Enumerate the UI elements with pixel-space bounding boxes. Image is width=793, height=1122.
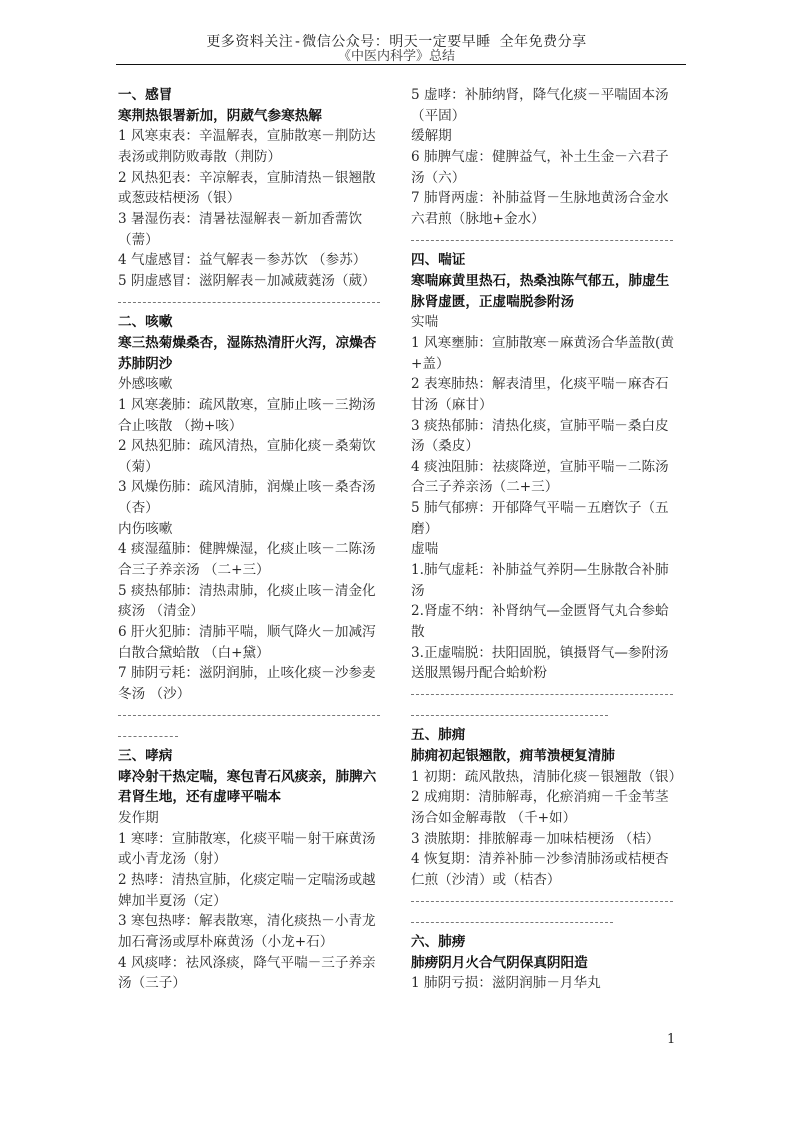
dashed-divider — [411, 684, 681, 705]
text-line: 送服黑锡丹配合蛤蚧粉 — [411, 665, 547, 682]
text-line: 6 肝火犯肺：清肺平喘，顺气降火－加减泻 — [118, 624, 376, 641]
page-number: 1 — [667, 1032, 676, 1047]
text-line: 发作期 — [118, 809, 159, 826]
text-line: 汤（桑皮） — [411, 438, 479, 455]
text-line: 合三子养亲汤 （二+三） — [118, 562, 270, 579]
mnemonic-line: 脉肾虚匮，正虚喘脱参附汤 — [411, 293, 575, 310]
text-line: 4 气虚感冒：益气解表－参苏饮 （参苏） — [118, 252, 367, 269]
text-line: 2 成痈期：清肺解毒，化瘀消痈－千金苇茎 — [411, 789, 669, 806]
text-line: 4 恢复期：清养补肺－沙参清肺汤或桔梗杏 — [411, 851, 669, 868]
dashed-divider — [118, 292, 388, 313]
section-heading: 三、哮病 — [118, 748, 173, 764]
text-line: 磨） — [411, 520, 439, 537]
dashed-divider — [118, 725, 388, 746]
text-line: 4 痰浊阻肺：祛痰降逆，宣肺平喘－二陈汤 — [411, 458, 669, 475]
section-heading: 六、肺痨 — [411, 933, 466, 950]
text-line: 1 风寒束表：辛温解表，宣肺散寒－荆防达 — [118, 128, 376, 145]
text-line: （菊） — [118, 458, 159, 475]
text-line: 或葱豉桔梗汤（银） — [118, 190, 241, 207]
text-line: 汤（三子） — [118, 975, 186, 992]
right-column — [411, 85, 681, 994]
text-line: 散 — [411, 624, 425, 641]
text-line: 4 风痰哮：祛风涤痰，降气平喘－三子养亲 — [118, 954, 376, 971]
section-heading: 四、喘证 — [411, 252, 466, 269]
text-line: 5 痰热郁肺：清热肃肺，化痰止咳－清金化 — [118, 582, 376, 599]
text-line: 1.肺气虚耗：补肺益气养阴—生脉散合补肺 — [411, 562, 669, 579]
dashed-divider — [118, 705, 388, 726]
text-line: 合三子养亲汤（二+三） — [411, 479, 559, 496]
text-line: 7 肺阴亏耗：滋阴润肺，止咳化痰－沙参麦 — [118, 665, 376, 682]
text-line: 6 肺脾气虚：健脾益气，补土生金－六君子 — [411, 148, 669, 165]
text-line: 甘汤（麻甘） — [411, 396, 493, 413]
text-line: 汤合如金解毒散 （千+如） — [411, 809, 577, 826]
text-line: +盖） — [411, 355, 450, 372]
header-banner: 更多资料关注-微信公众号：明天一定要早睡 全年免费分享 — [206, 34, 587, 50]
text-line: 汤 — [411, 582, 425, 599]
text-line: 1 肺阴亏损：滋阴润肺－月华丸 — [411, 975, 601, 992]
text-line: 加石膏汤或厚朴麻黄汤（小龙+石） — [118, 933, 334, 950]
mnemonic-line: 苏肺阴沙 — [118, 355, 173, 372]
text-line: 1 寒哮：宣肺散寒，化痰平喘－射干麻黄汤 — [118, 830, 376, 847]
section-heading: 一、感冒 — [118, 87, 173, 103]
text-line: 虚喘 — [411, 541, 439, 558]
mnemonic-line: 寒荆热银署新加，阴葳气参寒热解 — [118, 107, 322, 124]
section-heading: 五、肺痈 — [411, 727, 466, 744]
left-column — [118, 85, 388, 994]
text-line: 汤（六） — [411, 169, 466, 186]
text-line: 1 风寒壅肺：宣肺散寒－麻黄汤合华盖散(黄 — [411, 334, 674, 351]
document-title: 《中医内科学》总结 — [337, 49, 455, 64]
text-line: 3.正虚喘脱：扶阳固脱，镇摄肾气—参附汤 — [411, 644, 669, 661]
text-line: 3 溃脓期：排脓解毒－加味桔梗汤 （桔） — [411, 830, 660, 847]
text-line: 外感咳嗽 — [118, 376, 173, 393]
text-line: （薷） — [118, 231, 159, 248]
dashed-divider — [411, 911, 681, 932]
text-line: （平固） — [411, 107, 466, 124]
text-line: 婢加半夏汤（定） — [118, 892, 227, 909]
text-line: 2 风热犯表：辛凉解表，宣肺清热－银翘散 — [118, 169, 376, 186]
header-divider — [116, 64, 686, 65]
text-line: 内伤咳嗽 — [118, 520, 173, 537]
text-line: 2 热哮：清热宣肺，化痰定喘－定喘汤或越 — [118, 871, 376, 888]
text-line: 4 痰湿蕴肺：健脾燥湿，化痰止咳－二陈汤 — [118, 541, 376, 558]
text-line: 7 肺肾两虚：补肺益肾－生脉地黄汤合金水 — [411, 190, 669, 207]
text-line: 六君煎（脉地+金水） — [411, 210, 545, 227]
mnemonic-line: 君肾生地，还有虚哮平喘本 — [118, 789, 282, 806]
text-line: 1 初期：疏风散热，清肺化痰－银翘散（银） — [411, 768, 683, 785]
mnemonic-line: 肺痈初起银翘散，痈苇溃梗复清肺 — [411, 748, 615, 764]
text-line: 3 寒包热哮：解表散寒，清化痰热－小青龙 — [118, 913, 376, 930]
text-line: 3 暑湿伤表：清暑祛湿解表－新加香薷饮 — [118, 210, 363, 227]
mnemonic-line: 寒喘麻黄里热石，热桑浊陈气郁五，肺虚生 — [411, 272, 670, 289]
text-line: 或小青龙汤（射） — [118, 851, 227, 868]
dashed-divider — [411, 891, 681, 912]
text-line: 1 风寒袭肺：疏风散寒，宣肺止咳－三拗汤 — [118, 396, 376, 413]
text-line: 2 风热犯肺：疏风清热，宣肺化痰－桑菊饮 — [118, 438, 376, 455]
mnemonic-line: 寒三热菊燥桑杏，湿陈热清肝火泻，凉燥杏 — [118, 334, 377, 351]
text-line: 合止咳散 （拗+咳） — [118, 417, 243, 434]
text-line: 仁煎（沙清）或（桔杏） — [411, 871, 561, 888]
dashed-divider — [411, 230, 681, 251]
text-line: 痰汤 （清金） — [118, 603, 204, 620]
text-line: 缓解期 — [411, 128, 452, 145]
text-line: 3 风燥伤肺：疏风清肺，润燥止咳－桑杏汤 — [118, 479, 376, 496]
mnemonic-line: 哮冷射干热定喘，寒包青石风痰亲，肺脾六 — [118, 768, 377, 785]
text-line: 实喘 — [411, 314, 439, 331]
text-line: 5 虚哮：补肺纳肾，降气化痰－平喘固本汤 — [411, 87, 669, 103]
text-line: 3 痰热郁肺：清热化痰，宣肺平喘－桑白皮 — [411, 417, 669, 434]
text-line: 5 肺气郁痹：开郁降气平喘－五磨饮子（五 — [411, 500, 669, 517]
text-line: 5 阴虚感冒：滋阴解表－加减葳蕤汤（葳） — [118, 272, 376, 289]
text-line: 白散合黛蛤散 （白+黛） — [118, 644, 270, 661]
text-line: 冬汤 （沙） — [118, 686, 191, 703]
dashed-divider — [411, 705, 681, 726]
text-line: 2 表寒肺热：解表清里，化痰平喘－麻杏石 — [411, 376, 669, 393]
text-line: （杏） — [118, 500, 159, 517]
text-line: 表汤或荆防败毒散（荆防） — [118, 148, 282, 165]
mnemonic-line: 肺痨阴月火合气阴保真阴阳造 — [411, 954, 588, 971]
section-heading: 二、咳嗽 — [118, 314, 173, 331]
text-line: 2.肾虚不纳：补肾纳气—金匮肾气丸合参蛤 — [411, 603, 669, 620]
